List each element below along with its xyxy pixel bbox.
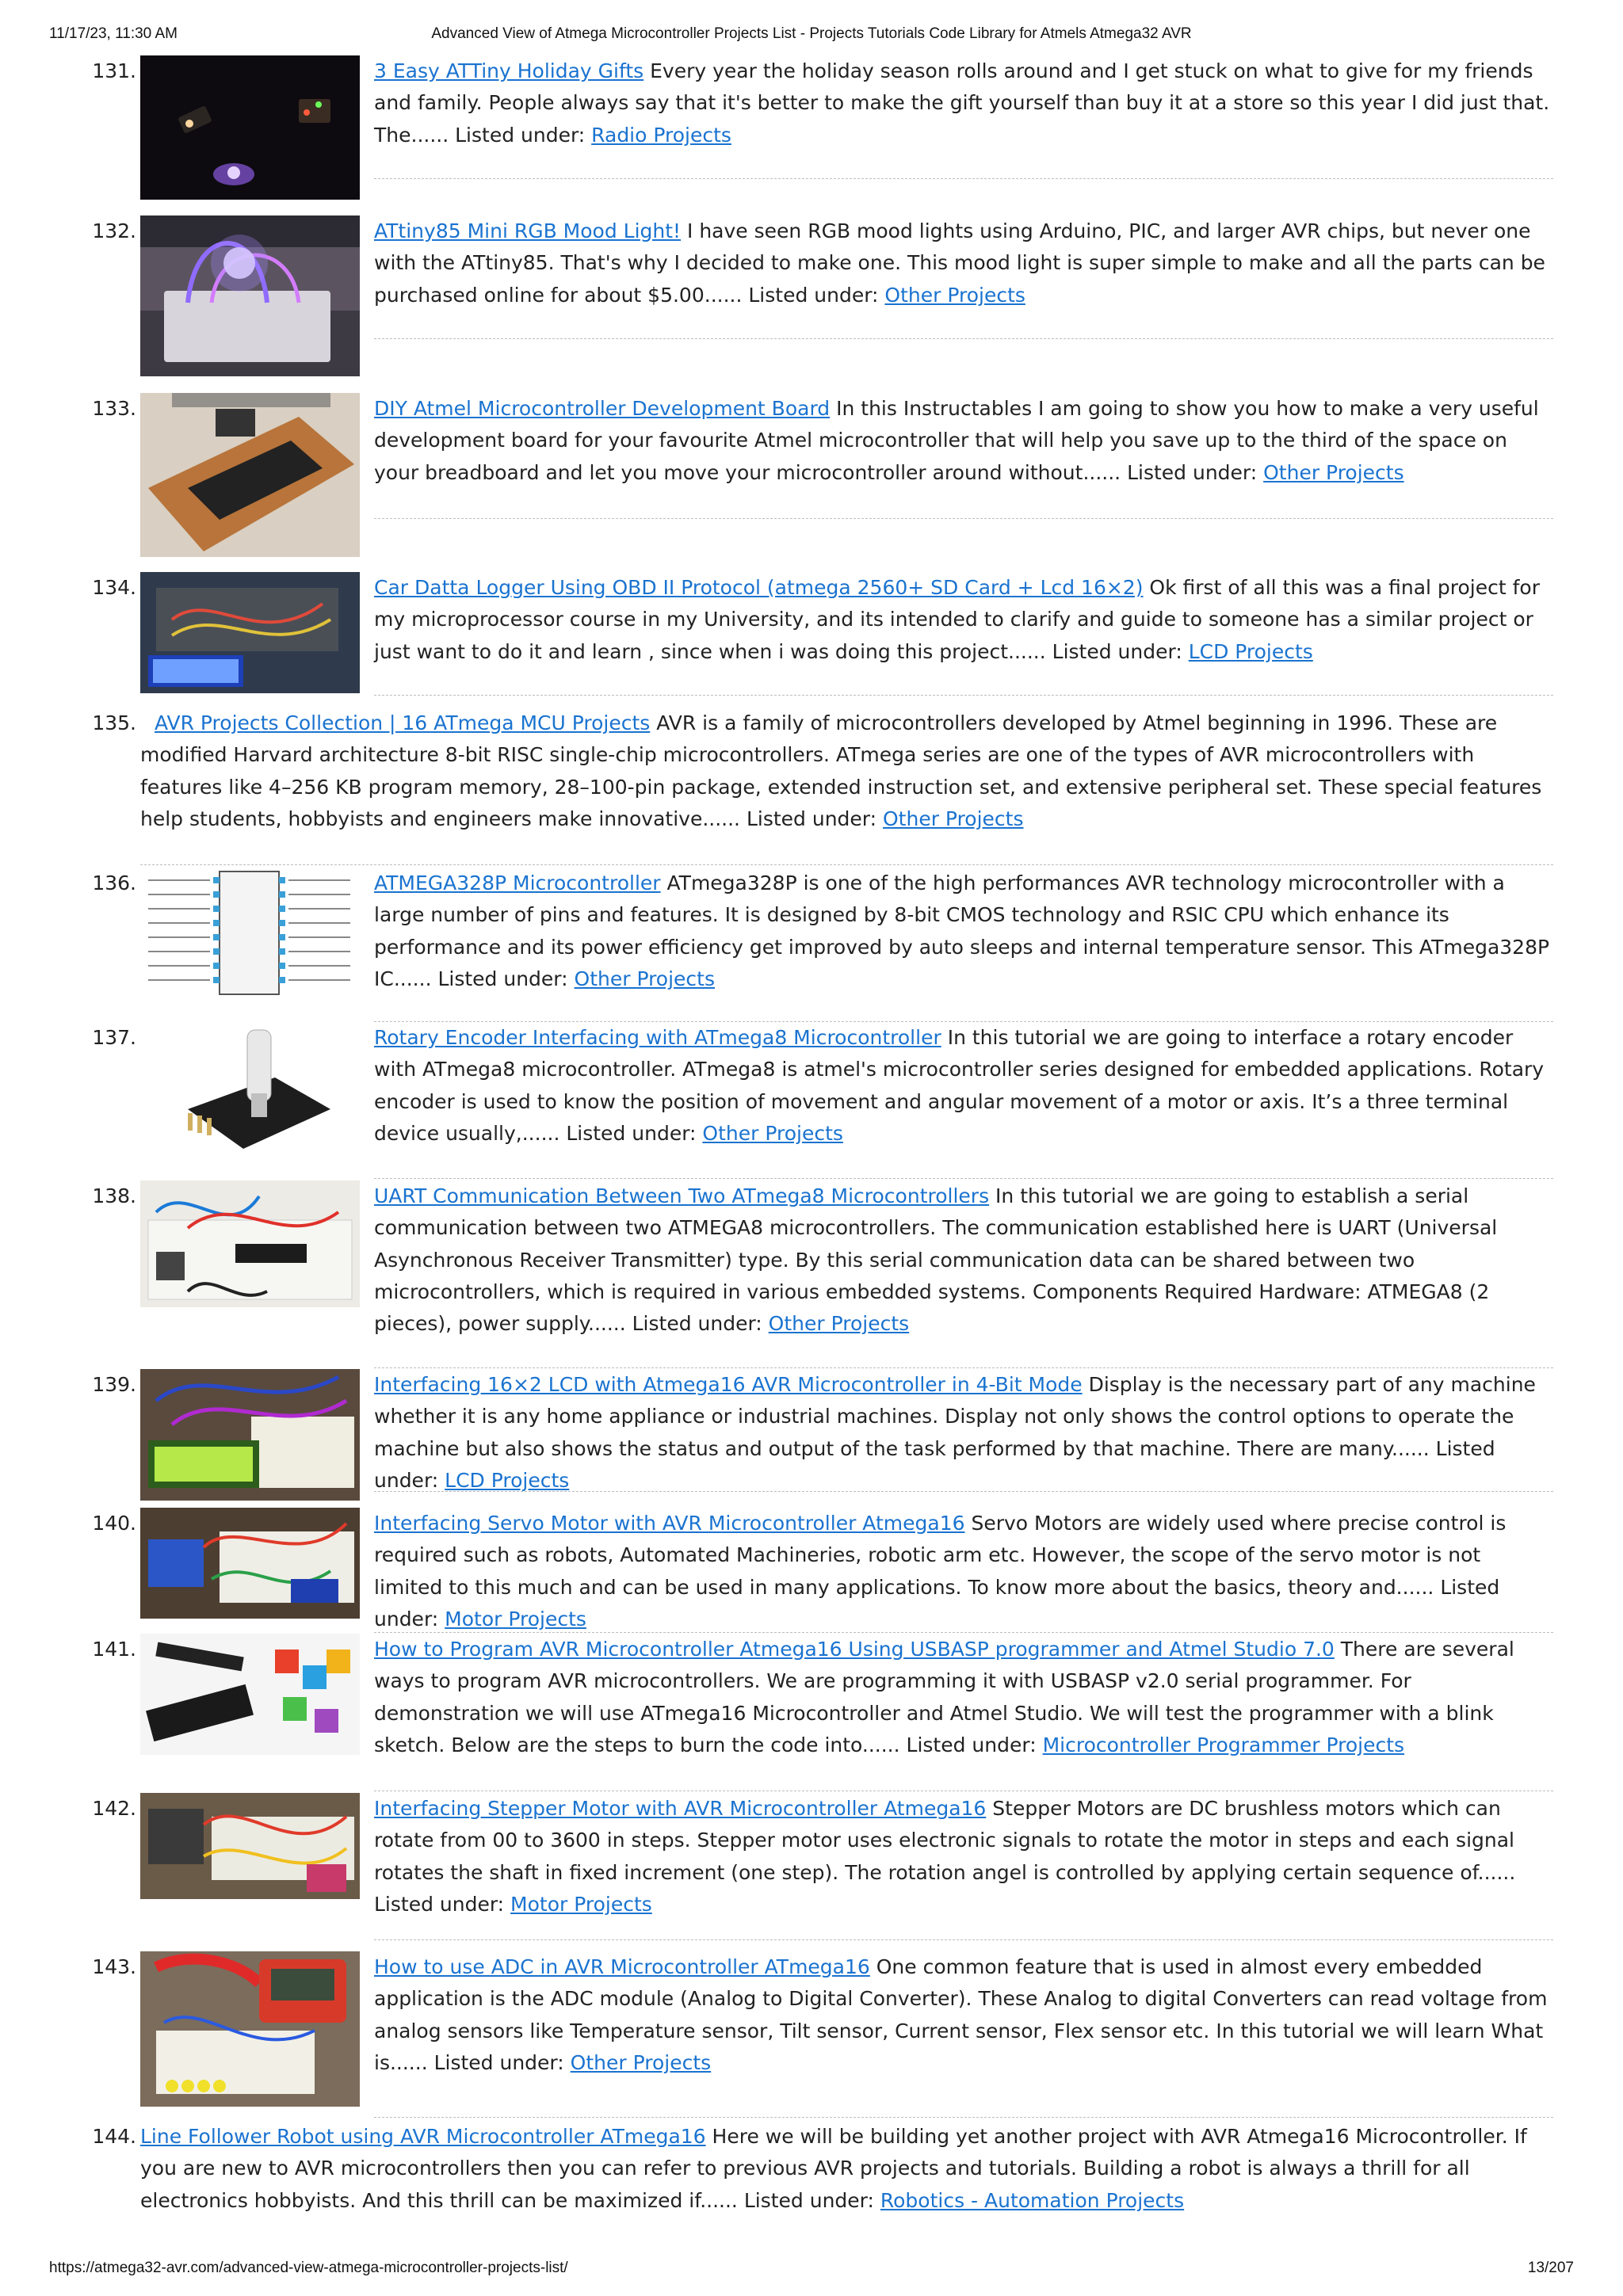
item-number: 136. [92,871,136,894]
project-description: AVR is a family of microcontrollers developed by Atmel beginning in 1996. These are modified Harvard architecture 8-bit RISC single-chip microcontrollers. ATmega series are one of the types of AVR microcontrollers with features like 4–256 KB program memory, 28–100-pin package, extended instruction set, and extensive peripheral set. These special features help students, hobbyists and engineers make innovative...... Listed under: [140,711,1542,830]
item-number: 139. [92,1373,136,1396]
project-title-link[interactable]: How to Program AVR Microcontroller Atmega16 Using USBASP programmer and Atmel Studio 7.0 [374,1638,1335,1661]
project-description: There are several ways to program AVR microcontrollers. We are programming it with USBASP v2.0 serial programmer. For demonstration we will use ATmega16 Microcontroller and Atmel Studio. We will test the programmer with a blink sketch. Below are the steps to burn the code into...... Listed under: [374,1638,1514,1756]
item-text [374,1508,1553,1635]
print-title: Advanced View of Atmega Microcontroller Projects List - Projects Tutorials Code Library for Atmels Atmega32 AVR [431,25,1192,42]
project-description: Here we will be building yet another project with AVR Atmega16 Microcontroller. If you are new to AVR microcontrollers then you can refer to previous AVR projects and tutorials. Building a robot is always a thrill for all electronics hobbyists. And this thrill can be maximized if...... Listed under: [140,2125,1527,2212]
thumbnail-image[interactable] [140,393,360,557]
print-footer [49,2260,1574,2282]
thumbnail-image[interactable] [140,1369,360,1501]
category-link[interactable]: Microcontroller Programmer Projects [1042,1733,1405,1756]
project-title-link[interactable]: Interfacing Stepper Motor with AVR Microcontroller Atmega16 [374,1797,987,1820]
category-link[interactable]: LCD Projects [445,1468,570,1492]
category-link[interactable]: Other Projects [1263,460,1404,484]
item-text [374,215,1553,311]
project-title-link[interactable]: Interfacing 16×2 LCD with Atmega16 AVR Microcontroller in 4-Bit Mode [374,1373,1083,1396]
category-link[interactable]: Other Projects [570,2050,712,2074]
item-number: 133. [92,397,136,420]
item-text [374,55,1553,151]
category-link[interactable]: Other Projects [883,807,1024,830]
item-separator [374,178,1553,179]
print-date: 11/17/23, 11:30 AM [49,25,178,42]
item-text [374,1180,1553,1340]
thumbnail-image[interactable] [140,1508,360,1619]
item-text [374,1022,1553,1150]
project-title-link[interactable]: Line Follower Robot using AVR Microcontroller ATmega16 [140,2125,706,2148]
project-description: In this Instructables I am going to show you how to make a very useful development board for your favourite Atmel microcontroller that will help you save up to the third of the space on your breadboard and let you move your microcontroller around without...... Listed under: [374,397,1539,484]
project-title-link[interactable]: DIY Atmel Microcontroller Development Board [374,397,831,420]
item-separator [374,1367,1553,1368]
category-link[interactable]: Other Projects [702,1121,843,1145]
item-text [140,707,1553,835]
print-header [49,25,1574,48]
project-description: ATmega328P is one of the high performances AVR technology microcontroller with a large number of pins and features. It is designed by 8-bit CMOS technology and RSIC CPU which enhance its performance and its power efficiency get improved by auto sleeps and internal temperature sensor. This ATmega328P IC...... Listed under: [374,871,1550,990]
item-text [374,572,1553,668]
item-separator [374,695,1553,696]
item-text [374,1793,1553,1920]
item-text [140,2121,1553,2217]
item-text [374,393,1553,489]
category-link[interactable]: Other Projects [884,283,1025,307]
item-number: 141. [92,1638,136,1661]
thumbnail-image[interactable] [140,55,360,200]
item-separator [374,338,1553,339]
item-separator [374,1178,1553,1179]
thumbnail-image[interactable] [140,1951,360,2107]
project-title-link[interactable]: Interfacing Servo Motor with AVR Microcontroller Atmega16 [374,1512,965,1535]
item-number: 131. [92,59,136,82]
item-number: 142. [92,1797,136,1820]
item-number: 138. [92,1184,136,1207]
project-description: One common feature that is used in almost every embedded application is the ADC module (Analog to Digital Converter). These Analog to digital Converters can read voltage from analog sensors like Temperature sensor, Tilt sensor, Current sensor, Flex sensor etc. In this tutorial we will learn What is...... Listed under: [374,1955,1548,2074]
page-url: https://atmega32-avr.com/advanced-view-atmega-microcontroller-projects-list/ [49,2260,568,2276]
project-description: I have seen RGB mood lights using Arduino, PIC, and larger AVR chips, but never one with the ATtiny85. That's why I decided to make one. This mood light is super simple to make and all the parts can be purchased online for about $5.00...... Listed under: [374,219,1545,307]
project-title-link[interactable]: AVR Projects Collection | 16 ATmega MCU Projects [155,711,651,734]
item-separator [140,864,1553,865]
item-number: 144. [92,2125,136,2148]
item-number: 140. [92,1512,136,1535]
item-separator [374,2117,1553,2118]
project-title-link[interactable]: ATtiny85 Mini RGB Mood Light! [374,219,682,242]
item-text [374,1951,1553,2079]
thumbnail-image[interactable] [140,215,360,376]
thumbnail-image[interactable] [140,1634,360,1755]
item-number: 135. [92,711,136,734]
category-link[interactable]: Other Projects [768,1312,910,1336]
item-separator [374,1939,1553,1940]
thumbnail-image[interactable] [140,868,360,998]
thumbnail-image[interactable] [140,1180,360,1307]
item-separator [374,1491,1553,1492]
item-number: 143. [92,1955,136,1978]
item-number: 132. [92,219,136,242]
project-title-link[interactable]: UART Communication Between Two ATmega8 Microcontrollers [374,1184,990,1207]
project-description: Ok first of all this was a final project for my microprocessor course in my University, and its intended to clarify and guide to someone has a similar project or just want to do it and learn , since when i was doing this project...... Listed under: [374,576,1540,663]
item-text [374,1369,1553,1497]
project-description: Display is the necessary part of any machine whether it is any home appliance or industrial machines. Display not only shows the control options to operate the machine but also shows the status and output of the task performed by that machine. There are many...... Listed under: [374,1373,1536,1492]
category-link[interactable]: Radio Projects [591,123,731,147]
project-title-link[interactable]: ATMEGA328P Microcontroller [374,871,661,894]
item-separator [374,1632,1553,1633]
project-description: Every year the holiday season rolls around and I get stuck on what to give for my friends and family. People always say that it's better to make the gift yourself than buy it at a store so this year I did just that. The...... Listed under: [374,59,1550,147]
project-description: Servo Motors are widely used where precise control is required such as robots, Automated Machineries, robotic arm etc. However, the scope of the servo motor is not limited to this much and can be used in many applications. To know more about the basics, theory and...... Listed under: [374,1512,1507,1630]
item-text [374,868,1553,995]
category-link[interactable]: Other Projects [574,967,716,990]
project-title-link[interactable]: 3 Easy ATTiny Holiday Gifts [374,59,644,82]
project-description: Stepper Motors are DC brushless motors which can rotate from 00 to 3600 in steps. Stepper motor uses electronic signals to rotate the motor in steps and each signal rotates the shaft in fixed increment (one step). The rotation angel is controlled by applying certain sequence of...... Listed under: [374,1797,1516,1916]
project-title-link[interactable]: Car Datta Logger Using OBD II Protocol (atmega 2560+ SD Card + Lcd 16×2) [374,576,1144,599]
project-description: In this tutorial we are going to interface a rotary encoder with ATmega8 microcontroller. ATmega8 is atmel's microcontroller series designed for embedded applications. Rotary encoder is used to know the position of movement and angular movement of a motor or axis. It’s a three terminal device usually,...... Listed under: [374,1026,1545,1145]
category-link[interactable]: Motor Projects [445,1607,586,1630]
thumbnail-image[interactable] [140,1793,360,1899]
item-separator [374,518,1553,519]
category-link[interactable]: LCD Projects [1188,639,1313,663]
thumbnail-image[interactable] [140,1022,360,1161]
item-text [374,1634,1553,1761]
item-number: 137. [92,1026,136,1049]
category-link[interactable]: Robotics - Automation Projects [880,2188,1185,2212]
project-description: In this tutorial we are going to establish a serial communication between two ATMEGA8 microcontrollers. The communication established here is UART (Universal Asynchronous Receiver Transmitter) type. By this serial communication data can be shared between two microcontrollers, which is required in various embedded systems. Components Required Hardware: ATMEGA8 (2 pieces), power supply...... Listed under: [374,1184,1498,1336]
thumbnail-image[interactable] [140,572,360,693]
page-number: 13/207 [1527,2260,1574,2276]
item-number: 134. [92,576,136,599]
project-title-link[interactable]: How to use ADC in AVR Microcontroller ATmega16 [374,1955,870,1978]
project-title-link[interactable]: Rotary Encoder Interfacing with ATmega8 Microcontroller [374,1026,941,1049]
category-link[interactable]: Motor Projects [510,1892,652,1916]
